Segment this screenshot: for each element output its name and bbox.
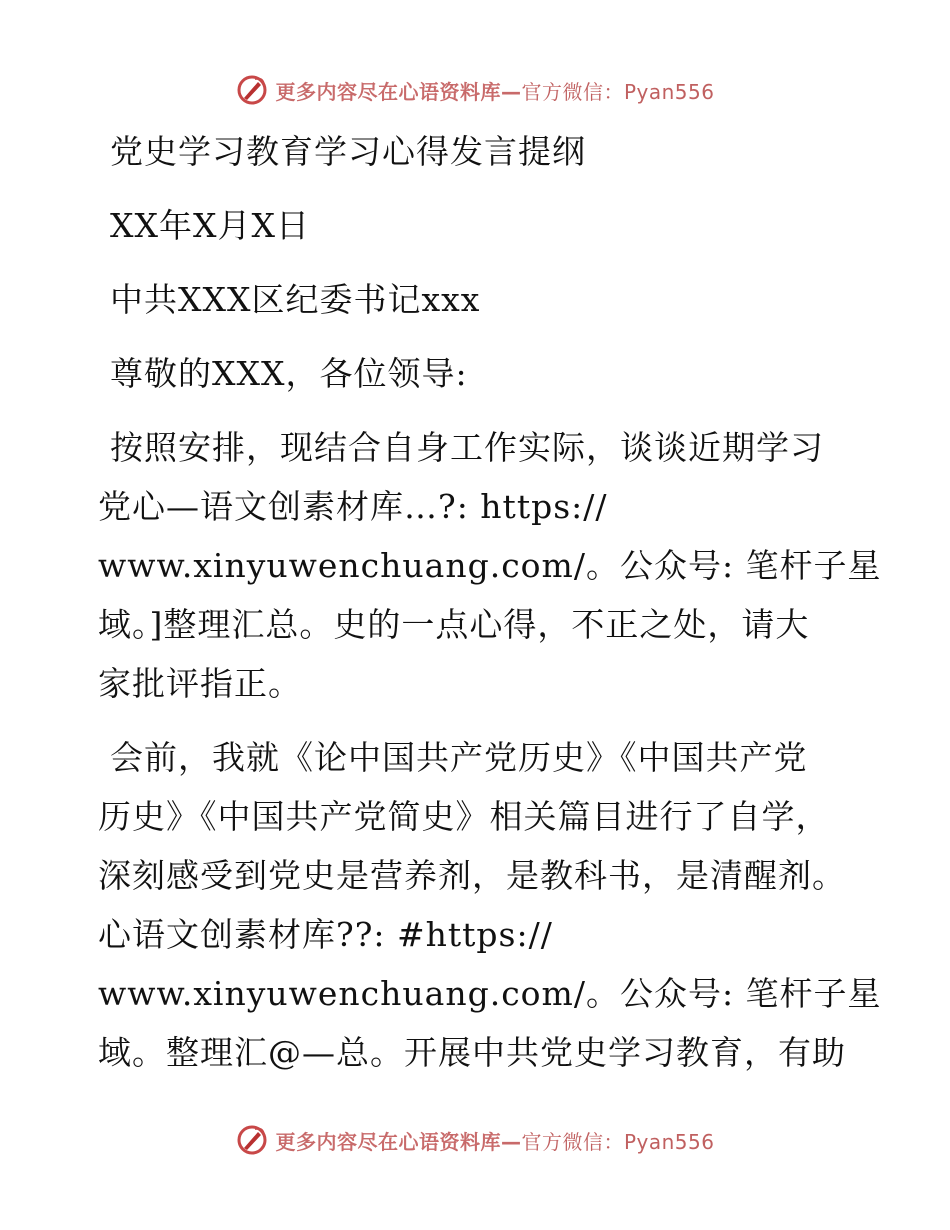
- banner-text: 更多内容尽在心语资料库—官方微信：Pyan556: [275, 79, 715, 104]
- document-body: [98, 122, 882, 1082]
- paragraph-line: 家批评指正。: [98, 664, 302, 703]
- banner-text: 更多内容尽在心语资料库—官方微信：Pyan556: [275, 1129, 715, 1154]
- paragraph-line: 按照安排，现结合自身工作实际，谈谈近期学习: [110, 428, 824, 467]
- document-salutation: 尊敬的XXX，各位领导:: [110, 354, 468, 393]
- paragraph-line: 会前，我就《论中国共产党历史》《中国共产党: [110, 738, 808, 777]
- header-banner: [0, 70, 950, 110]
- banner-contact: 官方微信：Pyan556: [521, 79, 715, 104]
- pen-logo-icon: [235, 1123, 269, 1157]
- footer-banner: [0, 1120, 950, 1160]
- paragraph-line: 域。]整理汇总。史的一点心得，不正之处，请大: [98, 605, 810, 644]
- banner-contact: 官方微信：Pyan556: [521, 1129, 715, 1154]
- paragraph-line: www.xinyuwenchuang.com/。公众号: 笔杆子星: [98, 546, 882, 585]
- paragraph-line: 历史》《中国共产党简史》相关篇目进行了自学，: [98, 797, 830, 836]
- paragraph-line: 心语文创素材库??: #https://: [98, 915, 553, 954]
- document-date: XX年X月X日: [110, 206, 310, 245]
- paragraph-line: www.xinyuwenchuang.com/。公众号: 笔杆子星: [98, 974, 882, 1013]
- paragraph-line: 深刻感受到党史是营养剂，是教科书，是清醒剂。: [98, 856, 846, 895]
- paragraph-line: 域。整理汇@—总。开展中共党史学习教育，有助: [98, 1033, 846, 1072]
- document-title: 党史学习教育学习心得发言提纲: [110, 132, 586, 171]
- pen-logo-icon: [235, 73, 269, 107]
- paragraph-line: 党心—语文创素材库…?: https://: [98, 487, 608, 526]
- document-speaker: 中共XXX区纪委书记xxx: [110, 280, 481, 319]
- paragraph-1: [98, 418, 882, 713]
- paragraph-2: [98, 728, 882, 1082]
